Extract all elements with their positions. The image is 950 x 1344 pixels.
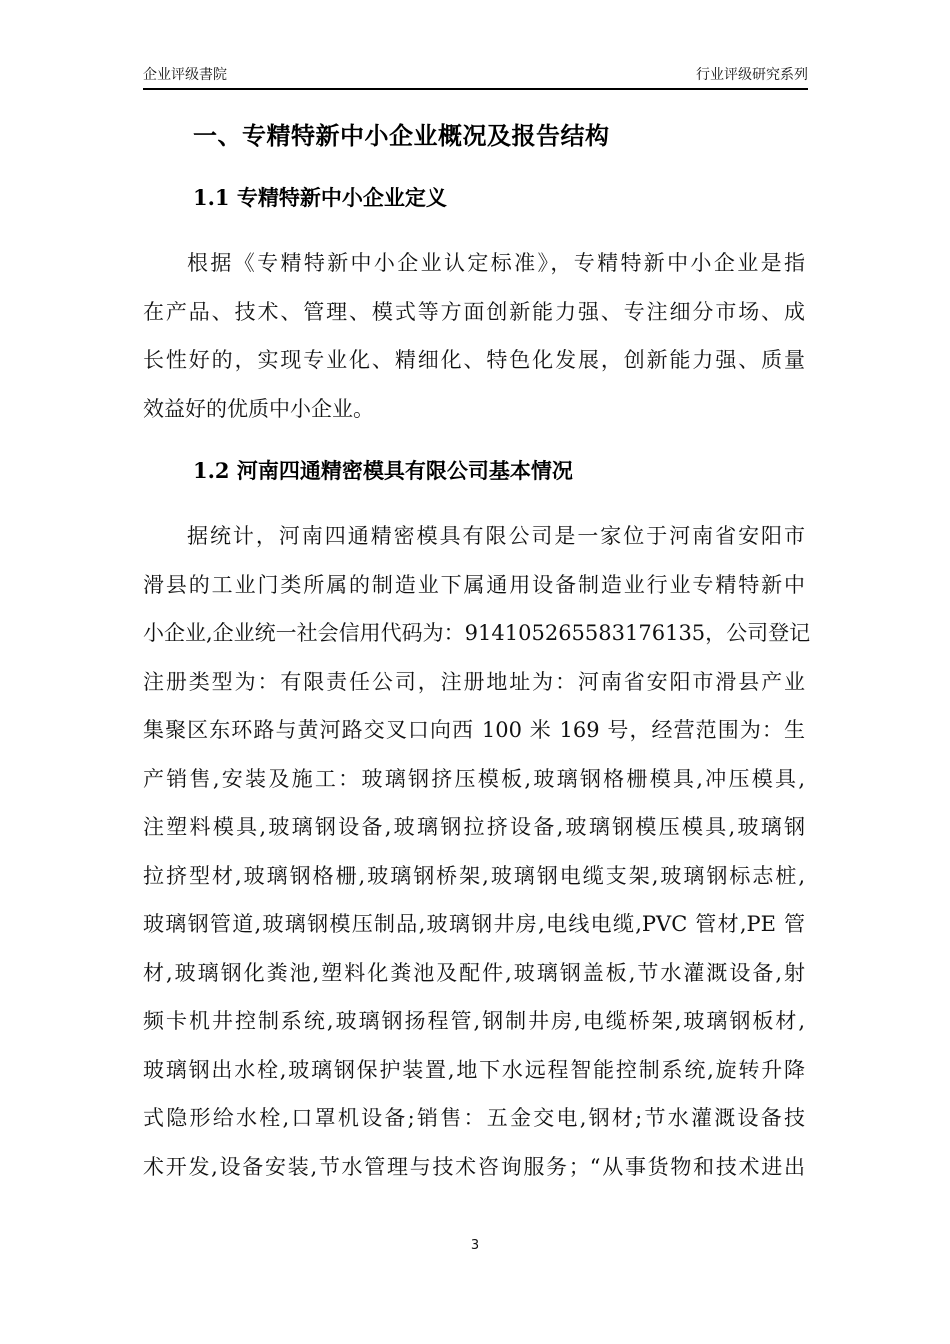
paragraph-line: 术开发,设备安装,节水管理与技术咨询服务；“从事货物和技术进出 bbox=[143, 1154, 805, 1179]
paragraph-line: 滑县的工业门类所属的制造业下属通用设备制造业行业专精特新中 bbox=[143, 572, 805, 597]
paragraph-line: 注塑料模具,玻璃钢设备,玻璃钢拉挤设备,玻璃钢模压模具,玻璃钢 bbox=[143, 815, 805, 839]
paragraph-line: 在产品、技术、管理、模式等方面创新能力强、专注细分市场、成 bbox=[143, 299, 805, 324]
paragraph-line: 玻璃钢出水栓,玻璃钢保护装置,地下水远程智能控制系统,旋转升降 bbox=[143, 1057, 805, 1082]
paragraph-line: 材,玻璃钢化粪池,塑料化粪池及配件,玻璃钢盖板,节水灌溉设备,射 bbox=[143, 960, 805, 985]
paragraph-line: 效益好的优质中小企业。 bbox=[143, 396, 374, 421]
paragraph-line: 集聚区东环路与黄河路交叉口向西 100 米 169 号，经营范围为：生 bbox=[143, 718, 805, 742]
section-heading: 一、专精特新中小企业概况及报告结构 bbox=[193, 121, 610, 150]
paragraph-line: 拉挤型材,玻璃钢格栅,玻璃钢桥架,玻璃钢电缆支架,玻璃钢标志桩, bbox=[143, 863, 805, 888]
header-publisher: 企业评级書院 bbox=[143, 67, 227, 83]
definition-paragraph bbox=[143, 243, 805, 437]
paragraph-line: 式隐形给水栓,口罩机设备;销售：五金交电,钢材;节水灌溉设备技 bbox=[143, 1106, 805, 1130]
paragraph-line: 产销售,安装及施工：玻璃钢挤压模板,玻璃钢格栅模具,冲压模具, bbox=[143, 766, 805, 791]
subsection-heading-1-2: 1.2 河南四通精密模具有限公司基本情况 bbox=[193, 458, 573, 483]
running-header bbox=[143, 64, 808, 90]
paragraph-line: 玻璃钢管道,玻璃钢模压制品,玻璃钢井房,电线电缆,PVC 管材,PE 管 bbox=[143, 912, 805, 936]
paragraph-line: 根据《专精特新中小企业认定标准》，专精特新中小企业是指 bbox=[187, 251, 805, 275]
company-overview-paragraph bbox=[143, 516, 811, 1195]
paragraph-line: 据统计，河南四通精密模具有限公司是一家位于河南省安阳市 bbox=[187, 524, 805, 548]
header-series: 行业评级研究系列 bbox=[696, 67, 808, 83]
page-number: 3 bbox=[470, 1238, 480, 1253]
paragraph-line: 小企业,企业统一社会信用代码为：914105265583176135，公司登记 bbox=[143, 621, 811, 645]
subsection-heading-1-1: 1.1 专精特新中小企业定义 bbox=[193, 185, 447, 210]
paragraph-line: 频卡机井控制系统,玻璃钢扬程管,钢制井房,电缆桥架,玻璃钢板材, bbox=[143, 1009, 805, 1033]
paragraph-line: 注册类型为：有限责任公司，注册地址为：河南省安阳市滑县产业 bbox=[143, 669, 805, 694]
paragraph-line: 长性好的，实现专业化、精细化、特色化发展，创新能力强、质量 bbox=[143, 348, 805, 372]
